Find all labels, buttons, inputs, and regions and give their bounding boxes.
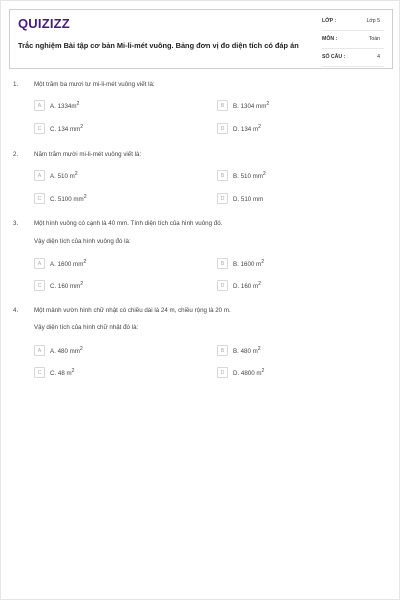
option-text: C. 48 m [50,370,72,378]
meta-label: SỐ CÂU : [322,54,346,60]
option-letter: D [217,367,228,378]
option-letter: D [217,193,228,204]
meta-row-subject [322,34,384,49]
option-text: C. 160 mm [50,283,81,291]
option-text: A. 1334m [50,103,77,111]
question-text: Một mảnh vườn hình chữ nhật có chiều dài là 24 m, chiều rộng là 20 m. [34,307,231,314]
question-text: Năm trăm mười mi-li-mét vuông viết là: [34,151,142,158]
question-number: 3. [13,220,19,227]
option-letter: B [217,258,228,269]
option-sup: 2 [258,281,261,287]
option-sup: 2 [266,101,270,107]
option-letter: C [34,280,45,291]
option-sup: 2 [80,281,84,287]
question-subtext: Vậy diện tích của hình chữ nhật đó là: [34,324,139,331]
option-text: A. 510 m [50,173,75,181]
option-letter: A [34,258,45,269]
meta-value: 4 [377,54,380,60]
option-letter: A [34,170,45,181]
option-text: C. 134 mm [50,126,81,134]
option-letter: D [217,280,228,291]
option-text: D. 4800 m [233,370,262,378]
option-letter: B [217,345,228,356]
question-number: 2. [13,151,19,158]
meta-row-count [322,52,384,67]
option-letter: B [217,170,228,181]
option-sup: 2 [80,124,84,130]
option-sup: 2 [261,368,265,374]
option-text: D. 160 m [233,283,259,291]
option-sup: 2 [83,194,87,200]
option-text: A. 480 mm [50,348,80,356]
option-text: B. 1600 m [233,261,262,269]
option-letter: A [34,100,45,111]
option-letter: A [34,345,45,356]
meta-value: Lớp 5 [366,18,380,24]
option-sup: 2 [76,101,80,107]
question-subtext: Vậy diện tích của hình vuông đó là: [34,238,131,245]
worksheet-title: Trắc nghiệm Bài tập cơ bản Mi-li-mét vuông. Bảng đơn vị đo diện tích có đáp án [18,41,299,50]
option-sup: 2 [261,259,265,265]
option-sup: 2 [71,368,75,374]
option-text: A. 1600 mm [50,261,84,269]
option-letter: C [34,367,45,378]
meta-value: Toán [368,36,380,42]
question-text: Một hình vuông có cạnh là 40 mm. Tính diện tích của hình vuông đó. [34,220,223,227]
option-letter: D [217,123,228,134]
option-sup: 2 [258,124,261,130]
meta-label: MÔN : [322,36,338,42]
option-text: B. 1304 mm [233,103,267,111]
option-sup: 2 [257,346,261,352]
question-number: 1. [13,81,19,88]
question-number: 4. [13,307,19,314]
option-letter: C [34,123,45,134]
quizizz-logo: QUIZIZZ [18,16,70,31]
question-text: Một trăm ba mươi tư mi-li-mét vuông viết là: [34,81,155,88]
meta-info [322,16,384,70]
option-sup: 2 [83,259,87,265]
option-sup: 2 [79,346,83,352]
meta-label: LỚP : [322,18,337,24]
option-text: B. 510 mm [233,173,263,181]
option-text: D. 134 m [233,126,259,134]
option-text: B. 480 m [233,348,258,356]
option-text: D. 510 mm [233,196,264,204]
option-sup: 2 [262,171,266,177]
worksheet-header [9,9,393,69]
option-letter: C [34,193,45,204]
option-sup: 2 [74,171,78,177]
meta-row-class [322,16,384,31]
option-letter: B [217,100,228,111]
option-text: C. 5100 mm [50,196,84,204]
